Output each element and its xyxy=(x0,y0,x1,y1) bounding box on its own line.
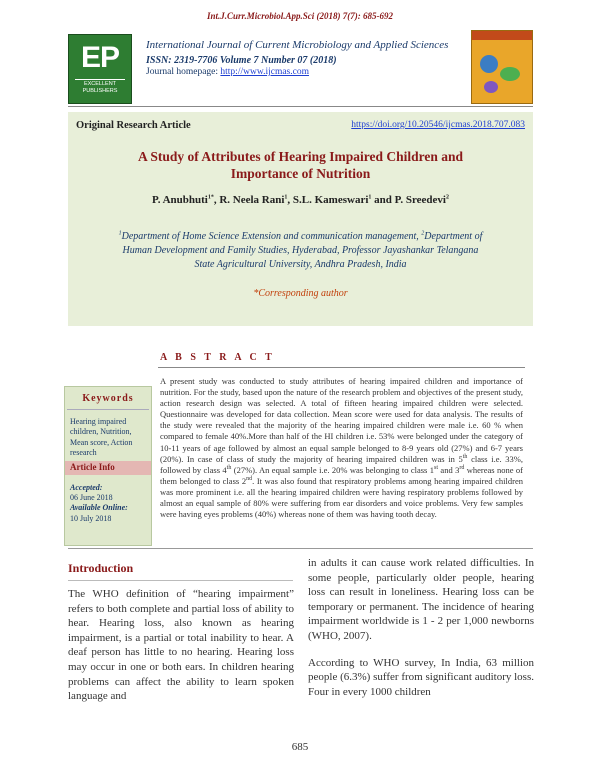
introduction-heading: Introduction xyxy=(68,561,134,575)
journal-name: International Journal of Current Microbiology and Applied Sciences xyxy=(146,39,449,51)
author-name: P. Sreedevi xyxy=(394,194,446,206)
journal-header xyxy=(68,27,533,105)
body-column-right xyxy=(308,556,534,699)
journal-homepage: Journal homepage: http://www.ijcmas.com xyxy=(146,67,309,77)
abstract-text: A present study was conducted to study attributes of hearing impaired children and importance of nutrition. For the study, based upon the nature of the research problem and objectives of the present study, action research design was selected. A total of fifteen hearing impaired children were selected. Questionnaire was developed for data collection. Mean score were used for data analysis. The results of the study were revealed that the majority of the hearing impaired children were male i.e. 60 % when compared to female 40%.More than half of the HI children i.e. 53% were belonged under the category of 10-11 years of age followed by almost an equal sample belonged to 8-9 years old (27%) and 6-7 years (20%). In case of class of study the majority of hearing impaired children was in 5th class i.e. 33%, followed by class 4th (27%). An equal sample i.e. 20% was belonging to class 1st and 3rd whereas none of them belonged to class 2nd. It was also found that respiratory problems among hearing impaired children was more prominent i.e. all the hearing impaired children were having respiratory problems followed by almost an equal sample of 80% were suffering from ear disorders and voice problems. Very few samples were having eyes problems (40%) whereas none of them was having tooth decay. xyxy=(160,376,523,520)
doi-link[interactable]: https://doi.org/10.20546/ijcmas.2018.707.083 xyxy=(351,120,525,130)
article-info-bar xyxy=(65,461,151,475)
journal-issn: ISSN: 2319-7706 Volume 7 Number 07 (2018) xyxy=(146,55,337,66)
homepage-link[interactable]: http://www.ijcmas.com xyxy=(220,67,309,77)
affiliations: $^1$Department of Home Science Extension and communication management, $^2$Department of Human Development and Family Studies, Hyderabad, Professor Jayashankar Telangana State Agricultural University, Andhra Pradesh, India xyxy=(118,230,483,270)
keywords-heading: Keywords xyxy=(82,393,134,404)
logo-letters: EP xyxy=(80,41,120,74)
article-dates: Accepted: 06 June 2018 Available Online: 10 July 2018 xyxy=(70,483,128,523)
paragraph: The WHO definition of “hearing impairment” refers to both complete and partial loss of ability to hear. Hearing loss, also known as hearing impairment, is a partial or total inability to hear. A deaf person has little to no hearing. Hearing loss may occur in one or both ears. In children hearing problems can affect the ability to learn spoken language and xyxy=(68,588,294,703)
paragraph: in adults it can cause work related difficulties. In some people, particularly older people, hearing loss can result in loneliness. Hearing loss can be temporary or permanent. The incidence of hearing impairment worldwide is 1 - 2 per 1,000 newborns (WHO, 2007). xyxy=(308,557,534,642)
header-divider xyxy=(68,106,533,107)
corresponding-author: *Corresponding author xyxy=(253,288,348,299)
author-name: P. Anubhuti xyxy=(151,194,208,206)
introduction-divider xyxy=(68,580,293,581)
paragraph: According to WHO survey, In India, 63 million people (6.3%) suffer from significant auditory loss. Four in every 1000 children xyxy=(308,656,534,698)
journal-citation: Int.J.Curr.Microbiol.App.Sci (2018) 7(7): 685-692 xyxy=(206,11,393,21)
publisher-logo xyxy=(68,34,132,104)
author-name: S.L. Kameswari xyxy=(292,194,369,206)
article-sidebar xyxy=(64,386,152,546)
abstract-bottom-divider xyxy=(68,548,533,549)
article-type: Original Research Article xyxy=(76,120,191,131)
page-number: 685 xyxy=(291,741,309,753)
abstract-divider xyxy=(158,367,525,368)
abstract-heading: A B S T R A C T xyxy=(160,352,275,363)
article-title-block xyxy=(68,112,533,326)
author-name: R. Neela Rani xyxy=(219,194,285,206)
body-column-left xyxy=(68,587,294,704)
article-title: A Study of Attributes of Hearing Impaired Children and Importance of Nutrition xyxy=(137,149,464,181)
logo-subtitle: EXCELLENT PUBLISHERS xyxy=(82,81,118,94)
author-list: P. Anubhuti$^{1*}$, R. Neela Rani$^1$, S.L. Kameswari$^1$ and P. Sreedevi$^2$ xyxy=(151,194,449,206)
article-info-heading: Article Info xyxy=(70,462,115,472)
journal-cover-image xyxy=(471,30,533,104)
keywords-list: Hearing impaired children, Nutrition, Mean score, Action research xyxy=(70,417,133,458)
